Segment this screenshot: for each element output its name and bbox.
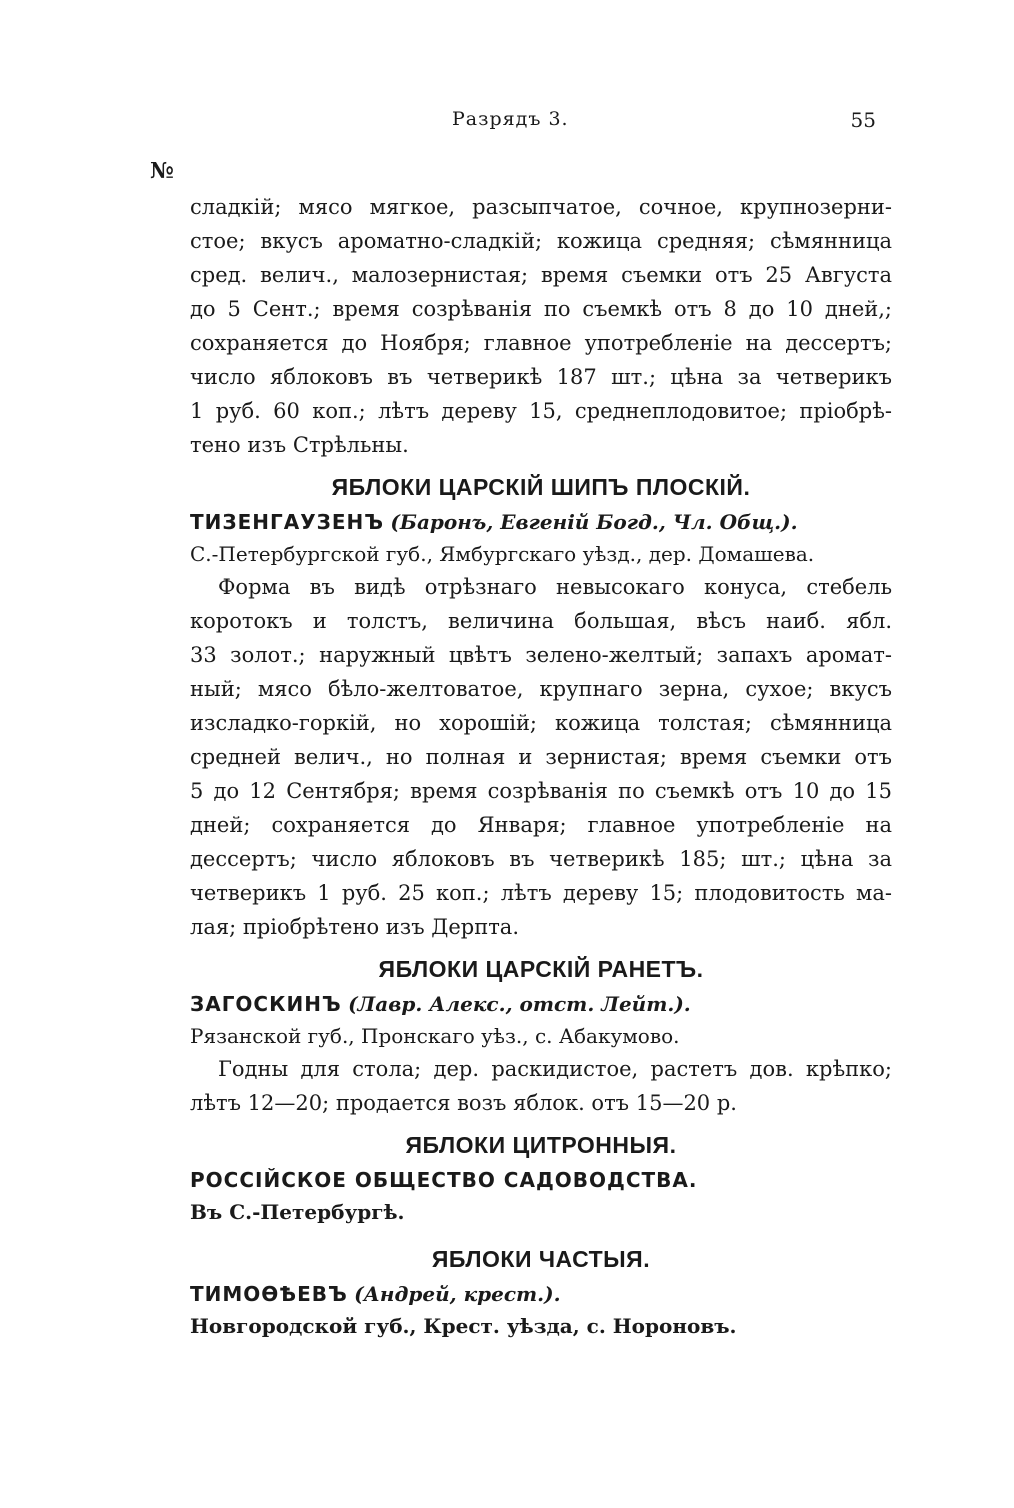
text-line: сред. велич., малозернистая; время съемки отъ 25 Августа xyxy=(190,263,892,287)
exhibitor-location: Рязанской губ., Пронскаго уѣз., с. Абакумово. xyxy=(190,1024,680,1048)
exhibitor xyxy=(190,506,892,538)
exhibitor xyxy=(190,1164,892,1196)
exhibitor-details: (Лавр. Алекс., отст. Лейт.). xyxy=(348,992,691,1016)
exhibitor-details: (Андрей, крест.). xyxy=(354,1282,561,1306)
text-line: сладкій; мясо мягкое, разсыпчатое, сочное, крупнозерни- xyxy=(190,195,892,219)
text-line: изсладко-горкій, но хорошій; кожица толстая; сѣмянница xyxy=(190,711,892,735)
exhibitor-location: С.-Петербургской губ., Ямбургскаго уѣзд., дер. Домашева. xyxy=(190,542,815,566)
exhibitor-name: ТИМОѲѢЕВЪ xyxy=(190,1282,348,1306)
exhibitor-name: ЗАГОСКИНЪ xyxy=(190,992,342,1016)
section-heading: ЯБЛОКИ ЦАРСКІЙ ШИПЪ ПЛОСКІЙ. xyxy=(331,474,751,500)
text-line: 5 до 12 Сентября; время созрѣванія по съемкѣ отъ 10 до 15 xyxy=(190,779,892,803)
section-tsarsky-ranet xyxy=(190,950,892,1120)
text-line: дней; сохраняется до Января; главное употребленіе на xyxy=(190,813,892,837)
exhibitor xyxy=(190,988,892,1020)
exhibitor-location: Новгородской губ., Крест. уѣзда, с. Нороновъ. xyxy=(190,1314,737,1338)
section-heading: ЯБЛОКИ ЦАРСКІЙ РАНЕТЪ. xyxy=(378,956,704,982)
running-head-title: Разрядъ 3. xyxy=(452,108,569,130)
text-line: средней велич., но полная и зернистая; время съемки отъ xyxy=(190,745,892,769)
text-line: лая; пріобрѣтено изъ Дерпта. xyxy=(190,915,520,939)
exhibitor xyxy=(190,1278,892,1310)
text-line: дессертъ; число яблоковъ въ четверикѣ 185; шт.; цѣна за xyxy=(190,847,892,871)
text-line: 33 золот.; наружный цвѣтъ зелено-желтый; запахъ аромат- xyxy=(190,643,892,667)
exhibitor-location: Въ С.-Петербургѣ. xyxy=(190,1200,405,1224)
section-tsarsky-ship-ploskiy xyxy=(190,468,892,944)
text-line: лѣтъ 12—20; продается возъ яблок. отъ 15—20 р. xyxy=(190,1091,737,1115)
text-line: ный; мясо бѣло-желтоватое, крупнаго зерна, сухое; вкусъ xyxy=(190,677,892,701)
text-line: 1 руб. 60 коп.; лѣтъ дереву 15, среднеплодовитое; пріобрѣ- xyxy=(190,399,892,423)
text-line: сохраняется до Ноября; главное употребленіе на дессертъ; xyxy=(190,331,892,355)
text-line: Форма въ видѣ отрѣзнаго невысокаго конуса, стебель xyxy=(218,575,892,599)
exhibitor-details: (Баронъ, Евгеній Богд., Чл. Общ.). xyxy=(390,510,798,534)
text-line: до 5 Сент.; время созрѣванія по съемкѣ отъ 8 до 10 дней,; xyxy=(190,297,892,321)
text-line: число яблоковъ въ четверикѣ 187 шт.; цѣна за четверикъ xyxy=(190,365,892,389)
margin-number-mark: № xyxy=(150,158,174,184)
text-line: стое; вкусъ ароматно-сладкій; кожица средняя; сѣмянница xyxy=(190,229,892,253)
continuation-paragraph xyxy=(190,190,892,462)
exhibitor-name: ТИЗЕНГАУЗЕНЪ xyxy=(190,510,385,534)
page-number: 55 xyxy=(850,108,876,132)
text-column xyxy=(190,190,892,1342)
running-head xyxy=(190,108,890,138)
exhibitor-name: РОССІЙСКОЕ ОБЩЕСТВО САДОВОДСТВА. xyxy=(190,1168,698,1192)
text-line: коротокъ и толстъ, величина большая, вѣсъ наиб. ябл. xyxy=(190,609,892,633)
text-line: тено изъ Стрѣльны. xyxy=(190,433,409,457)
section-heading: ЯБЛОКИ ЧАСТЫЯ. xyxy=(431,1246,651,1272)
text-line: четверикъ 1 руб. 25 коп.; лѣтъ дереву 15; плодовитость ма- xyxy=(190,881,892,905)
section-heading: ЯБЛОКИ ЦИТРОННЫЯ. xyxy=(405,1132,677,1158)
section-tsitronnyya xyxy=(190,1126,892,1228)
spacer xyxy=(190,1228,892,1234)
section-chastyya xyxy=(190,1240,892,1342)
text-line: Годны для стола; дер. раскидистое, растетъ дов. крѣпко; xyxy=(218,1057,892,1081)
